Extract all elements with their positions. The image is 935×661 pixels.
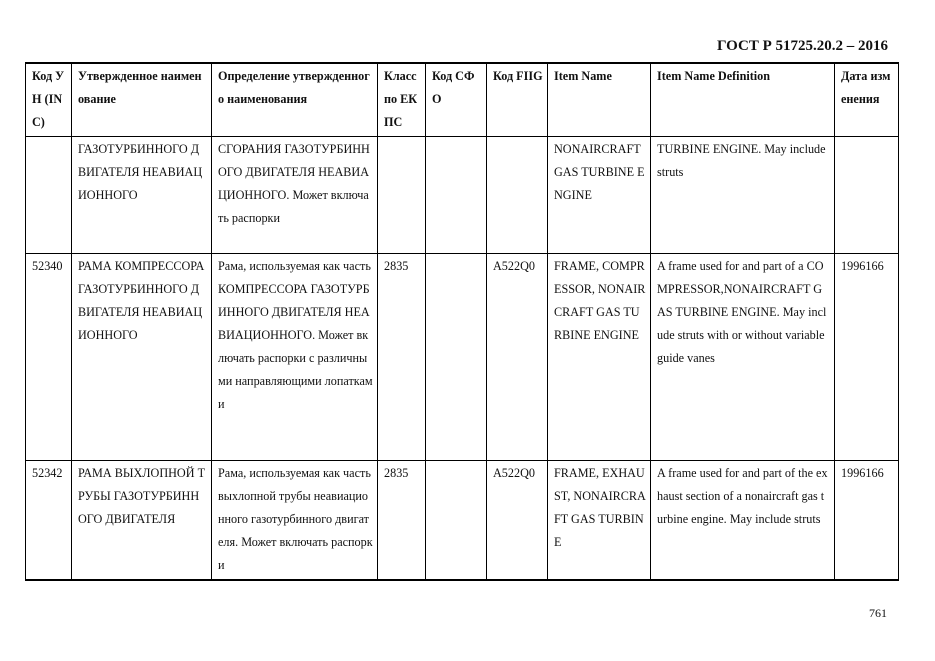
cell-ekps-class: [378, 137, 426, 254]
cell-sfo-code: [426, 461, 487, 581]
cell-item-name: NONAIRCRAFT GAS TURBINE ENGINE: [548, 137, 651, 254]
table-header-row: [26, 63, 899, 137]
cell-fiig-code: A522Q0: [487, 461, 548, 581]
column-header-ekps-class: Класс по ЕКПС: [378, 63, 426, 137]
document-standard-title: ГОСТ Р 51725.20.2 – 2016: [716, 38, 888, 54]
cell-fiig-code: [487, 137, 548, 254]
cell-change-date: 1996166: [835, 461, 899, 581]
column-header-inc: Код УН (INC): [26, 63, 72, 137]
cell-change-date: 1996166: [835, 254, 899, 461]
cell-definition: Рама, используемая как часть КОМПРЕССОРА ГАЗОТУРБИННОГО ДВИГАТЕЛЯ НЕАВИАЦИОННОГО. Может включать распорки с различными направляющими лопатками: [212, 254, 378, 461]
column-header-change-date: Дата изменения: [835, 63, 899, 137]
cell-approved-name: РАМА КОМПРЕССОРА ГАЗОТУРБИННОГО ДВИГАТЕЛЯ НЕАВИАЦИОННОГО: [72, 254, 212, 461]
cell-approved-name: ГАЗОТУРБИННОГО ДВИГАТЕЛЯ НЕАВИАЦИОННОГО: [72, 137, 212, 254]
cell-inc: 52342: [26, 461, 72, 581]
cell-inc: [26, 137, 72, 254]
column-header-item-name-definition: Item Name Definition: [651, 63, 835, 137]
page-number: 761: [869, 606, 887, 620]
cell-ekps-class: 2835: [378, 461, 426, 581]
table-row: [26, 254, 899, 461]
cell-sfo-code: [426, 254, 487, 461]
cell-item-name: FRAME, COMPRESSOR, NONAIRCRAFT GAS TURBINE ENGINE: [548, 254, 651, 461]
cell-sfo-code: [426, 137, 487, 254]
column-header-sfo-code: Код СФО: [426, 63, 487, 137]
cell-definition: Рама, используемая как часть выхлопной трубы неавиационного газотурбинного двигателя. Может включать распорки: [212, 461, 378, 581]
column-header-approved-name: Утвержденное наименование: [72, 63, 212, 137]
table-row: [26, 461, 899, 581]
cell-ekps-class: 2835: [378, 254, 426, 461]
table-row: [26, 137, 899, 254]
cell-definition: СГОРАНИЯ ГАЗОТУРБИННОГО ДВИГАТЕЛЯ НЕАВИАЦИОННОГО. Может включать распорки: [212, 137, 378, 254]
column-header-item-name: Item Name: [548, 63, 651, 137]
cell-item-name-definition: A frame used for and part of a COMPRESSOR,NONAIRCRAFT GAS TURBINE ENGINE. May include struts with or without variable guide vanes: [651, 254, 835, 461]
column-header-definition: Определение утвержденного наименования: [212, 63, 378, 137]
cell-fiig-code: A522Q0: [487, 254, 548, 461]
cell-change-date: [835, 137, 899, 254]
cell-item-name-definition: TURBINE ENGINE. May include struts: [651, 137, 835, 254]
cell-approved-name: РАМА ВЫХЛОПНОЙ ТРУБЫ ГАЗОТУРБИННОГО ДВИГАТЕЛЯ: [72, 461, 212, 581]
cell-inc: 52340: [26, 254, 72, 461]
column-header-fiig-code: Код FIIG: [487, 63, 548, 137]
cell-item-name: FRAME, EXHAUST, NONAIRCRAFT GAS TURBINE: [548, 461, 651, 581]
catalog-table: [25, 62, 899, 581]
cell-item-name-definition: A frame used for and part of the exhaust section of a nonaircraft gas turbine engine. May include struts: [651, 461, 835, 581]
